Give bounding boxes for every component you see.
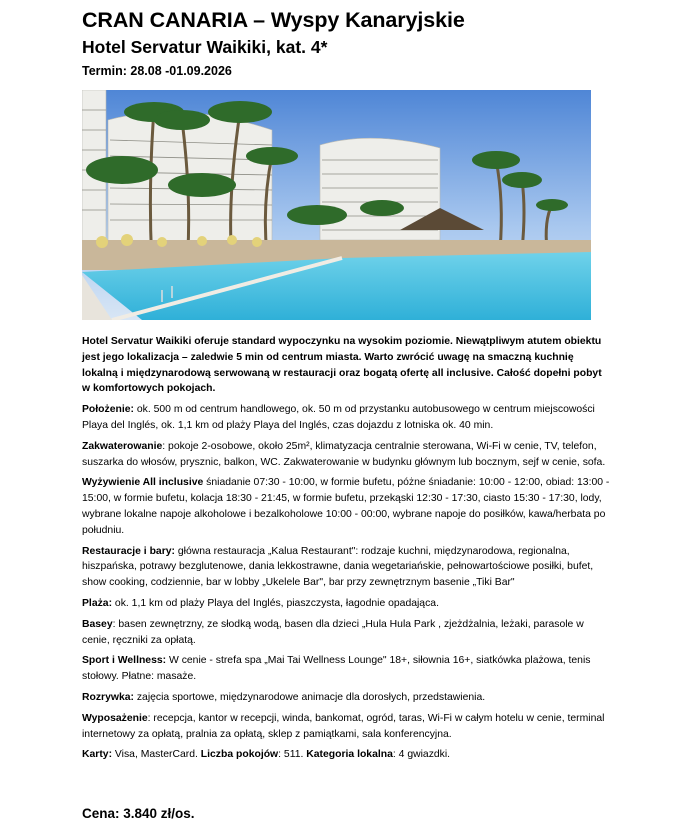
cards-label: Karty: xyxy=(82,749,113,761)
hotel-photo xyxy=(82,90,591,320)
price: Cena: 3.840 zł/os. xyxy=(82,806,195,821)
food-text: śniadanie 07:30 - 10:00, w formie bufetu, póżne śniadanie: 10:00 - 12:00, obiad: 13:00 - 15:00, w formie bufetu, kolacja 18:30 - 21:45, w formie bufetu, przekąski 12:30 - 17:30, ciasto 15:30 - 17:30, lody, wybrane lokalne napoje alkoholowe i bezalkoholowe 10:00 - 00:00, wybrane napoje do posiłków, kawa/herbata po południu. xyxy=(82,477,610,536)
offer-page xyxy=(82,6,612,821)
page-title: CRAN CANARIA – Wyspy Kanaryjskie xyxy=(82,8,465,32)
category-label: Kategoria lokalna xyxy=(306,749,393,761)
equipment-text: : recepcja, kantor w recepcji, winda, bankomat, ogród, taras, Wi-Fi w całym hotelu w cenie, terminal internetowy za opłatą, pralnia za opłatą, sklep z pamiątkami, sala konferencyjna. xyxy=(82,712,605,740)
beach-label: Plaża: xyxy=(82,597,113,609)
offer-description xyxy=(82,334,612,768)
restaurants-paragraph xyxy=(82,544,612,591)
accommodation-paragraph xyxy=(82,439,612,471)
sport-text: W cenie - strefa spa „Mai Tai Wellness Lounge" 18+, siłownia 16+, siatkówka plażowa, tenis stołowy. Płatne: masaże. xyxy=(82,655,591,683)
accommodation-text: : pokoje 2-osobowe, około 25m², klimatyzacja centralnie sterowana, Wi-Fi w cenie, TV, telefon, suszarka do włosów, prysznic, balkon, WC. Zakwaterowanie w budynku głównym lub bocznym, sejf w cenie, sofa. xyxy=(82,440,606,468)
pools-paragraph xyxy=(82,617,612,649)
entertainment-label: Rozrywka: xyxy=(82,691,134,703)
equipment-paragraph xyxy=(82,711,612,743)
cards-paragraph xyxy=(82,747,612,763)
entertainment-text: zajęcia sportowe, międzynarodowe animacje dla dorosłych, przedstawienia. xyxy=(133,691,486,703)
pools-text: : basen zewnętrzny, ze słodką wodą, basen dla dzieci „Hula Hula Park , zjeżdżalnia, leżaki, parasole w cenie, ręczniki za opłatą. xyxy=(82,618,584,646)
restaurants-label: Restauracje i bary: xyxy=(82,545,175,557)
restaurants-text: główna restauracja „Kalua Restaurant": rodzaje kuchni, międzynarodowa, regionalna, hiszpańska, potrawy bezglutenowe, dania lekkostrawne, dania wegetariańskie, pełnowartościowe posiłki, bufet, show cooking, codziennie, bar w lobby „Ukelele Bar", bar przy zewnętrznym basenie „Tiki Bar" xyxy=(82,545,594,589)
beach-paragraph xyxy=(82,596,612,612)
sport-label: Sport i Wellness: xyxy=(82,655,167,667)
location-label: Położenie: xyxy=(82,404,134,416)
location-text: ok. 500 m od centrum handlowego, ok. 50 m od przystanku autobusowego w centrum miejscowości Playa del Inglés, ok. 1,1 km od plaży Playa del Inglés, czas dojazdu z lotniska ok. 40 min. xyxy=(82,404,595,431)
food-label: Wyżywienie All inclusive xyxy=(82,477,204,489)
pools-label: Basey xyxy=(82,618,113,630)
location-paragraph xyxy=(82,402,612,434)
intro-paragraph: Hotel Servatur Waikiki oferuje standard wypoczynku na wysokim poziomie. Niewątpliwym atutem obiektu jest jego lokalizacja – zaledwie 5 min od centrum miasta. Warto zwrócić uwagę na smaczną kuchnię lokalną i międzynarodową serwowaną w restauracji oraz bogatą ofertę all inclusive. Całość dopełni pobyt w komfortowych pokojach. xyxy=(82,336,602,395)
accommodation-label: Zakwaterowanie xyxy=(82,440,163,452)
trip-dates: Termin: 28.08 -01.09.2026 xyxy=(82,64,232,78)
food-paragraph xyxy=(82,475,612,538)
hotel-name: Hotel Servatur Waikiki, kat. 4* xyxy=(82,37,328,57)
cards-text: Visa, MasterCard. xyxy=(112,749,201,761)
sport-paragraph xyxy=(82,653,612,685)
rooms-text: : 511. xyxy=(278,749,307,761)
beach-text: ok. 1,1 km od plaży Playa del Inglés, piaszczysta, łagodnie opadająca. xyxy=(112,597,439,609)
entertainment-paragraph xyxy=(82,690,612,706)
equipment-label: Wyposażenie xyxy=(82,712,148,724)
rooms-label: Liczba pokojów xyxy=(200,749,279,761)
category-text: : 4 gwiazdki. xyxy=(392,749,451,761)
